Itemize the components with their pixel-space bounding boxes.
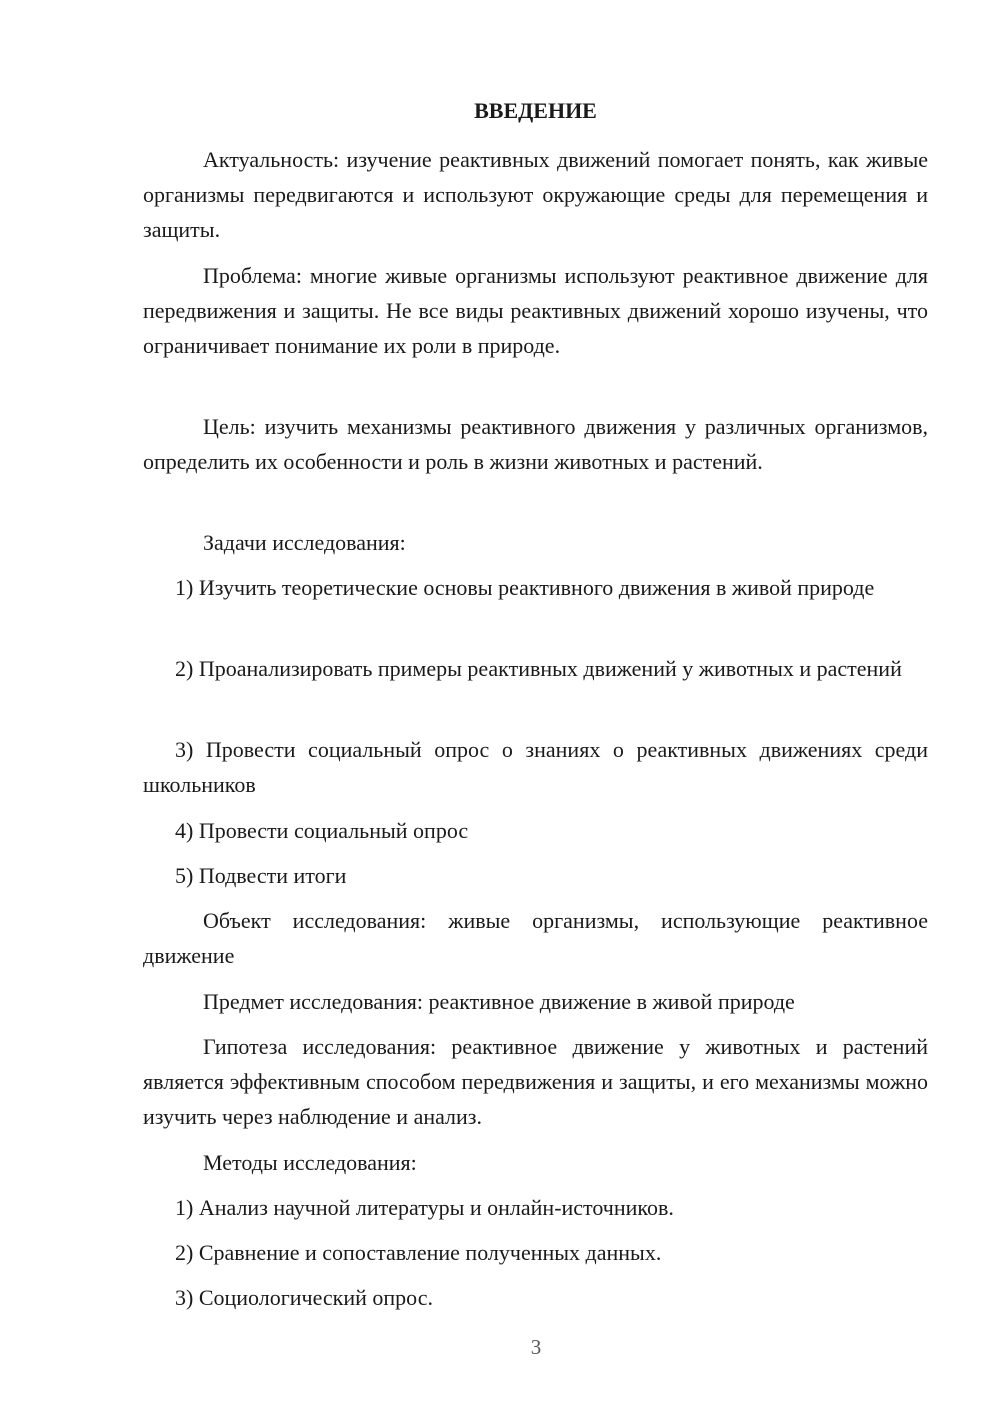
method-item: 2) Сравнение и сопоставление полученных данных.	[175, 1240, 662, 1265]
tasks-title: Задачи исследования:	[203, 530, 406, 555]
page-number: 3	[530, 1335, 542, 1359]
goal-paragraph: Цель: изучить механизмы реактивного движения у различных организмов, определить их особенности и роль в жизни животных и растений.	[143, 414, 928, 474]
task-item: 5) Подвести итоги	[175, 863, 347, 888]
method-item: 3) Социологический опрос.	[175, 1285, 433, 1310]
object-paragraph: Объект исследования: живые организмы, использующие реактивное движение	[143, 908, 928, 968]
task-item: 3) Провести социальный опрос о знаниях о реактивных движениях среди школьников	[143, 737, 928, 797]
task-item: 1) Изучить теоретические основы реактивного движения в живой природе	[175, 575, 875, 600]
subject-paragraph: Предмет исследования: реактивное движение в живой природе	[203, 989, 795, 1014]
relevance-paragraph: Актуальность: изучение реактивных движений помогает понять, как живые организмы передвигаются и используют окружающие среды для перемещения и защиты.	[143, 147, 928, 242]
task-item: 2) Проанализировать примеры реактивных движений у животных и растений	[175, 656, 902, 681]
task-item: 4) Провести социальный опрос	[175, 818, 469, 843]
section-heading: ВВЕДЕНИЕ	[474, 98, 597, 123]
hypothesis-paragraph: Гипотеза исследования: реактивное движение у животных и растений является эффективным способом передвижения и защиты, и его механизмы можно изучить через наблюдение и анализ.	[143, 1034, 928, 1129]
problem-paragraph: Проблема: многие живые организмы используют реактивное движение для передвижения и защиты. Не все виды реактивных движений хорошо изучены, что ограничивает понимание их роли в природе.	[143, 263, 928, 358]
method-item: 1) Анализ научной литературы и онлайн-источников.	[175, 1195, 674, 1220]
methods-title: Методы исследования:	[203, 1150, 417, 1175]
